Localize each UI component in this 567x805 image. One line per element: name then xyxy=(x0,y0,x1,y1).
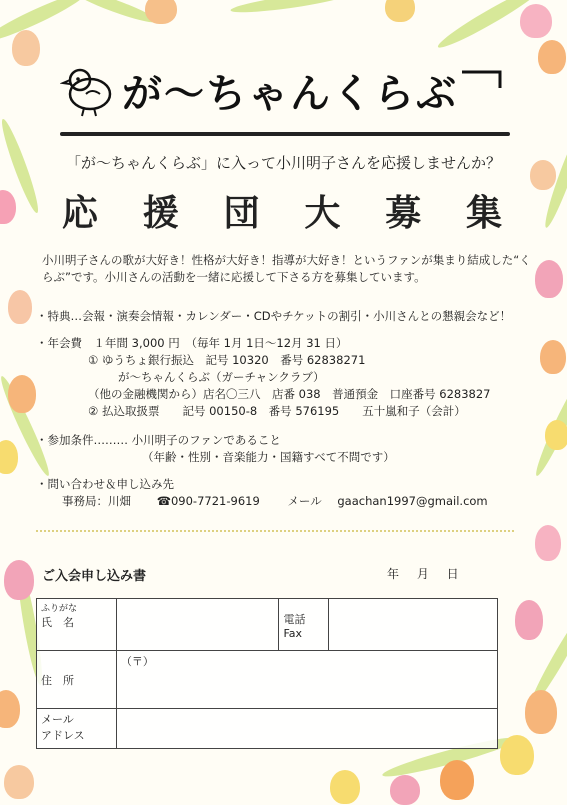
application-form xyxy=(36,598,498,749)
contact-details xyxy=(62,493,488,510)
headline-char: 応 xyxy=(62,192,99,234)
tagline: 「が〜ちゃんくらぶ」に入って小川明子さんを応援しませんか？ xyxy=(65,154,501,172)
email-label-2: アドレス xyxy=(41,729,85,742)
email-label-cell xyxy=(37,709,117,749)
fee-payment-slip: ② 払込取扱票 記号 00150-8 番号 576195 五十嵐和子（会計） xyxy=(88,404,466,418)
logo-text: が〜ちゃんくらぶ xyxy=(122,71,458,117)
address-field[interactable] xyxy=(116,651,497,709)
tel-label: 電話 xyxy=(283,613,306,626)
address-label: 住 所 xyxy=(37,651,117,709)
headline-char: 団 xyxy=(223,192,260,234)
divider xyxy=(36,530,514,532)
headline-char: 募 xyxy=(385,192,422,234)
perks-line: ・特典…会報・演奏会情報・カレンダー・CDやチケットの割引・小川さんとの懇親会など！ xyxy=(36,309,512,323)
name-label-cell xyxy=(37,599,117,651)
headline-char: 大 xyxy=(304,192,341,234)
email-field[interactable] xyxy=(116,709,497,749)
fee-transfer-line: ① ゆうちょ銀行振込 記号 10320 番号 62838271 xyxy=(88,353,366,367)
name-field[interactable] xyxy=(116,599,279,651)
tel-field[interactable] xyxy=(329,599,498,651)
contact-phone: 090-7721-9619 xyxy=(170,494,260,508)
furigana-label: ふりがな xyxy=(41,604,78,614)
intro-text: 小川明子さんの歌が大好き！性格が大好き！指導が大好き！というファンが集まり結成した“くらぶ”です。小川さんの活動を一緒に応援して下さる方を募集しています。 xyxy=(42,253,531,284)
fee-account-name: が〜ちゃんくらぶ（ガーチャンクラブ） xyxy=(118,370,325,384)
fee-line: ・年会費 １年間 3,000 円 （毎年 1月 1日〜12月 31 日） xyxy=(36,336,348,350)
email-label-1: メール xyxy=(41,713,74,726)
fee-other-bank: （他の金融機関から）店名〇三八 店番 038 普通預金 口座番号 6283827 xyxy=(88,387,491,401)
fax-label: Fax xyxy=(283,627,303,640)
contact-office: 事務局：川畑 xyxy=(62,494,131,508)
headline xyxy=(62,185,502,236)
bird-icon xyxy=(60,60,118,120)
form-title: ご入会申し込み書 xyxy=(42,569,147,584)
name-label: 氏 名 xyxy=(41,616,74,629)
conditions-note: （年齢・性別・音楽能力・国籍すべて不問です） xyxy=(142,450,395,464)
club-logo xyxy=(60,60,510,145)
contact-mail-label: メール xyxy=(287,494,322,508)
headline-char: 援 xyxy=(142,192,179,234)
contact-heading: ・問い合わせ＆申し込み先 xyxy=(36,477,174,491)
contact-email[interactable]: gaachan1997@gmail.com xyxy=(337,494,488,508)
headline-char: 集 xyxy=(465,192,502,234)
postal-mark: （〒） xyxy=(120,655,154,668)
logo-flourish xyxy=(460,68,510,92)
logo-underline xyxy=(60,132,510,136)
form-date: 年 月 日 xyxy=(387,567,459,581)
phone-icon: ☎ xyxy=(156,494,171,508)
conditions-line: ・参加条件……… 小川明子のファンであること xyxy=(36,433,281,447)
tel-label-cell xyxy=(279,599,329,651)
